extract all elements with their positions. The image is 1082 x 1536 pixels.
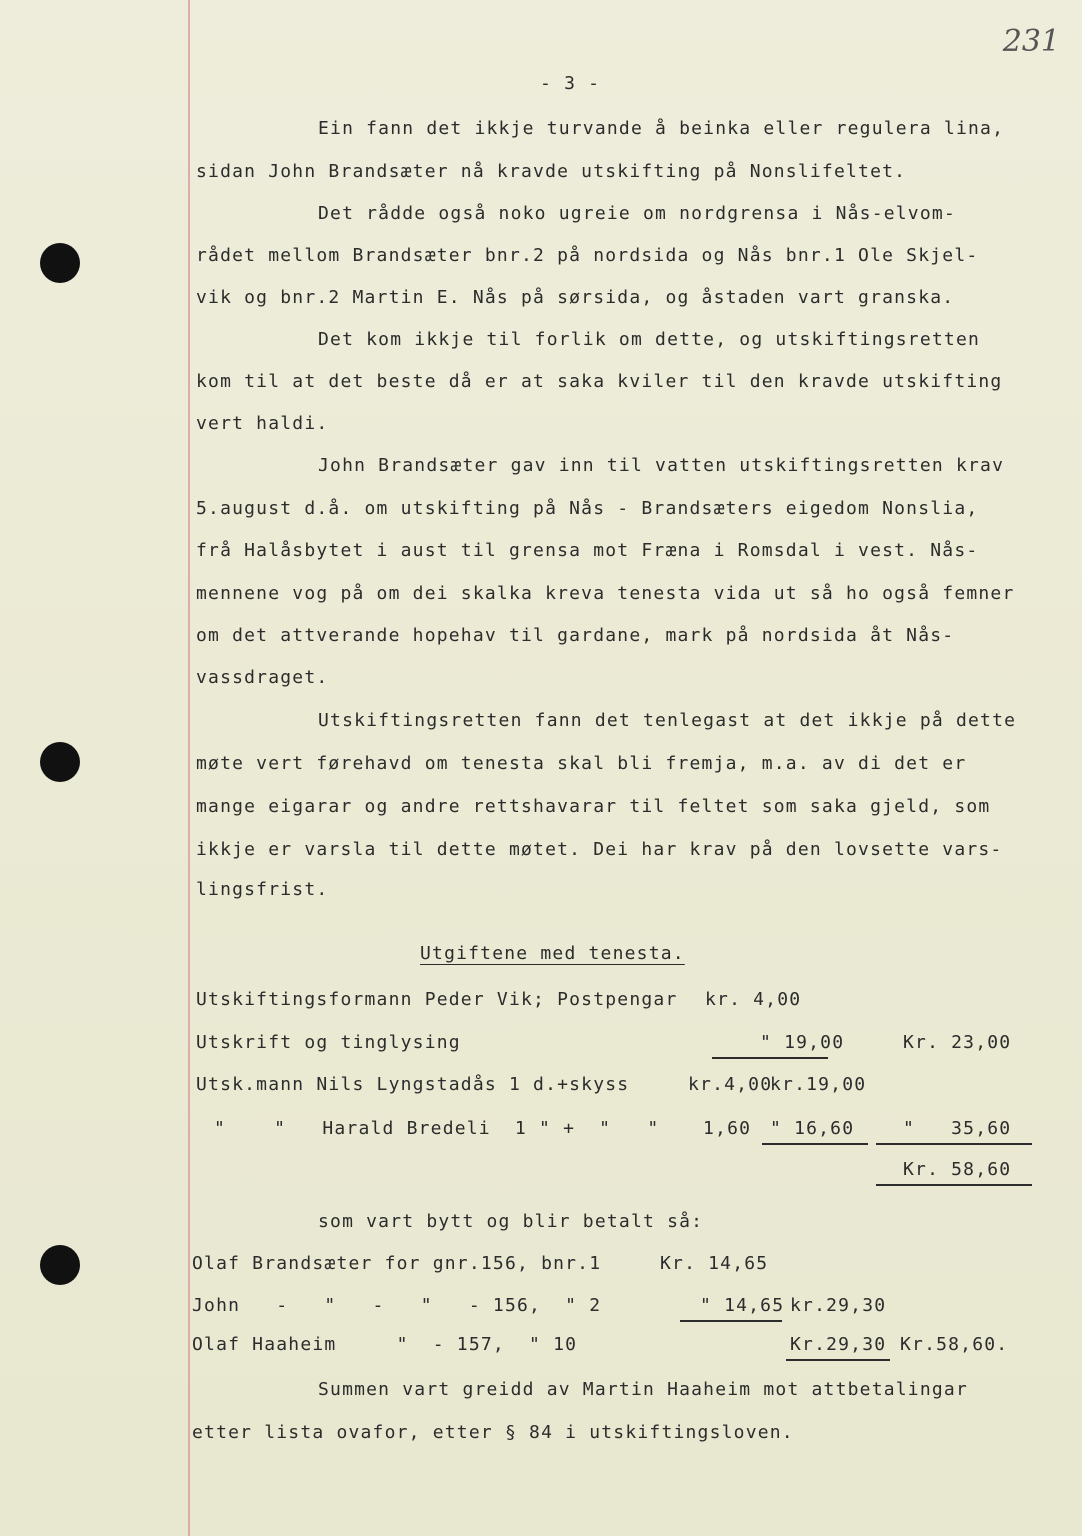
total-rule — [876, 1143, 1032, 1145]
payment-subtotal: kr.29,30 — [790, 1295, 887, 1316]
body-line: lingsfrist. — [196, 879, 329, 900]
body-line: kom til at det beste då er at saka kviler til den kravde utskifting — [196, 371, 1003, 392]
closing-line: Summen vart greidd av Martin Haaheim mot attbetalingar — [318, 1379, 968, 1400]
grand-total-rule — [876, 1184, 1032, 1186]
closing-line: etter lista ovafor, etter § 84 i utskiftingsloven. — [192, 1422, 794, 1443]
body-line: møte vert førehavd om tenesta skal bli fremja, m.a. av di det er — [196, 753, 967, 774]
subtotal-rule — [712, 1057, 828, 1059]
payment-name: Olaf Brandsæter for gnr.156, bnr.1 — [192, 1253, 602, 1274]
body-line: mennene vog på om dei skalka kreva tenesta vida ut så ho også femner — [196, 583, 1015, 604]
expense-label: Utskrift og tinglysing — [196, 1032, 461, 1053]
body-line: sidan John Brandsæter nå kravde utskifting på Nonslifeltet. — [196, 161, 907, 182]
subtotal-rule — [762, 1143, 868, 1145]
expense-amount: kr. 4,00 — [705, 989, 802, 1010]
body-line: vassdraget. — [196, 667, 329, 688]
expense-amount: " 16,60 — [770, 1118, 855, 1139]
expense-total: " 35,60 — [903, 1118, 1012, 1139]
body-line: 5.august d.å. om utskifting på Nås - Brandsæters eigedom Nonslia, — [196, 498, 979, 519]
body-line: John Brandsæter gav inn til vatten utskiftingsretten krav — [318, 455, 1005, 476]
punch-hole-middle — [40, 742, 80, 782]
expense-amount: " 19,00 — [760, 1032, 845, 1053]
payment-amount: " 14,65 — [700, 1295, 785, 1316]
body-line: vik og bnr.2 Martin E. Nås på sørsida, og åstaden vart granska. — [196, 287, 955, 308]
body-line: frå Halåsbytet i aust til grensa mot Fræna i Romsdal i vest. Nås- — [196, 540, 979, 561]
page-number: 231 — [1002, 24, 1060, 59]
expense-label: " " Harald Bredeli 1 " + " " — [214, 1118, 660, 1139]
expense-total: Kr. 23,00 — [903, 1032, 1012, 1053]
payment-rule — [680, 1320, 782, 1322]
payment-rule — [786, 1359, 890, 1361]
payment-subtotal: Kr.29,30 — [790, 1334, 887, 1355]
margin-line — [188, 0, 190, 1536]
punch-hole-top — [40, 243, 80, 283]
body-line: Det rådde også noko ugreie om nordgrensa i Nås-elvom- — [318, 203, 956, 224]
body-line: om det attverande hopehav til gardane, mark på nordsida åt Nås- — [196, 625, 955, 646]
body-line: rådet mellom Brandsæter bnr.2 på nordsida og Nås bnr.1 Ole Skjel- — [196, 245, 979, 266]
grand-total: Kr. 58,60 — [903, 1159, 1012, 1180]
expense-label: Utsk.mann Nils Lyngstadås 1 d.+skyss — [196, 1074, 630, 1095]
page-header: - 3 - — [540, 73, 601, 94]
payment-intro: som vart bytt og blir betalt så: — [318, 1211, 704, 1232]
body-line: Utskiftingsretten fann det tenlegast at det ikkje på dette — [318, 710, 1017, 731]
body-line: mange eigarar og andre rettshavarar til feltet som saka gjeld, som — [196, 796, 991, 817]
payment-amount: Kr. 14,65 — [660, 1253, 769, 1274]
payment-name: Olaf Haaheim " - 157, " 10 — [192, 1334, 578, 1355]
payment-name: John - " - " - 156, " 2 — [192, 1295, 602, 1316]
expense-amount: 1,60 — [703, 1118, 752, 1139]
body-line: Det kom ikkje til forlik om dette, og utskiftingsretten — [318, 329, 981, 350]
expense-amount: kr.4,00 — [688, 1074, 773, 1095]
expense-amount: kr.19,00 — [770, 1074, 867, 1095]
expenses-heading: Utgiftene med tenesta. — [420, 943, 685, 964]
punch-hole-bottom — [40, 1245, 80, 1285]
body-line: ikkje er varsla til dette møtet. Dei har krav på den lovsette vars- — [196, 839, 1003, 860]
body-line: vert haldi. — [196, 413, 329, 434]
payment-total: Kr.58,60. — [900, 1334, 1009, 1355]
body-line: Ein fann det ikkje turvande å beinka eller regulera lina, — [318, 118, 1005, 139]
expense-label: Utskiftingsformann Peder Vik; Postpengar — [196, 989, 678, 1010]
